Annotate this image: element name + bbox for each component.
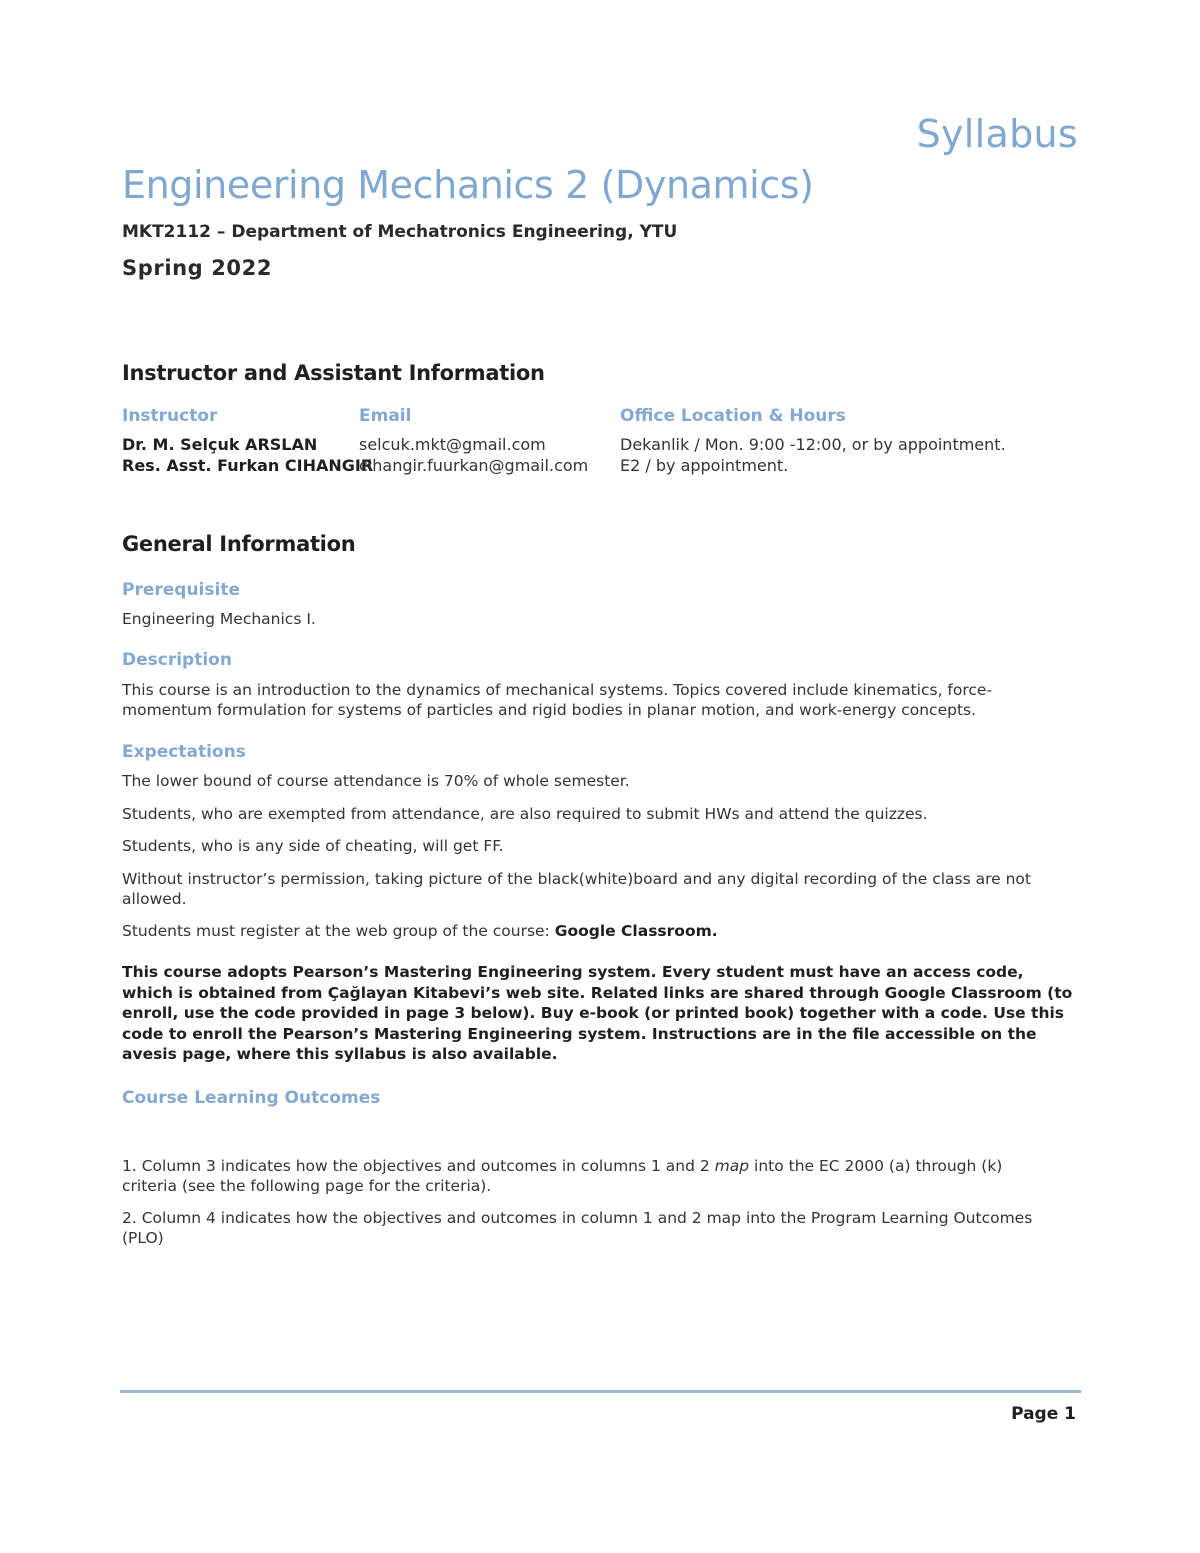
- document-label: Syllabus: [916, 112, 1078, 156]
- outcomes-note-1-italic: map: [714, 1157, 750, 1175]
- page-number: Page 1: [1011, 1404, 1076, 1424]
- pearson-note: This course adopts Pearson’s Mastering Engineering system. Every student must have an access code, which is obtained from Çağlayan Kitabevi’s web site. Related links are shared through Google Classroom (to enroll, use the code provided in page 3 below). Buy e-book (or printed book) together with a code. Use this code to enroll the Pearson’s Mastering Engineering system. Instructions are in the file accessible on the avesis page, where this syllabus is also available.: [122, 963, 1073, 1063]
- instructor-section-heading: Instructor and Assistant Information: [122, 361, 545, 385]
- outcomes-note-1: [122, 1156, 1042, 1196]
- learning-outcomes-heading: Course Learning Outcomes: [122, 1088, 381, 1108]
- expectation-item: Without instructor’s permission, taking picture of the black(white)board and any digital recording of the class are not allowed.: [122, 870, 1031, 908]
- expectation-item: Students, who are exempted from attendance, are also required to submit HWs and attend the quizzes.: [122, 805, 928, 823]
- outcomes-note-1-text: 1. Column 3 indicates how the objectives and outcomes in columns 1 and 2: [122, 1157, 715, 1175]
- google-classroom-link[interactable]: Google Classroom.: [554, 922, 718, 940]
- instructor-column-header: Instructor: [122, 406, 218, 426]
- assistant-name: Res. Asst. Furkan CIHANGIR: [122, 456, 374, 475]
- email-column-header: Email: [359, 406, 412, 426]
- expectation-item: Students, who is any side of cheating, will get FF.: [122, 837, 504, 855]
- office-column-header: Office Location & Hours: [620, 406, 846, 426]
- term-label: Spring 2022: [122, 256, 273, 280]
- assistant-email[interactable]: cihangir.fuurkan@gmail.com: [359, 456, 589, 475]
- expectations-heading: Expectations: [122, 742, 246, 762]
- outcomes-note-2: 2. Column 4 indicates how the objectives and outcomes in column 1 and 2 map into the Program Learning Outcomes (PLO): [122, 1209, 1033, 1247]
- course-code-line: MKT2112 – Department of Mechatronics Engineering, YTU: [122, 222, 678, 242]
- instructor-email[interactable]: selcuk.mkt@gmail.com: [359, 435, 546, 454]
- prerequisite-text: Engineering Mechanics I.: [122, 610, 316, 628]
- description-text: This course is an introduction to the dynamics of mechanical systems. Topics covered include kinematics, force-momentum formulation for systems of particles and rigid bodies in planar motion, and work-energy concepts.: [122, 681, 993, 719]
- footer-divider: [120, 1390, 1081, 1393]
- course-title: Engineering Mechanics 2 (Dynamics): [122, 163, 814, 207]
- general-info-heading: General Information: [122, 532, 356, 556]
- registration-line: [122, 921, 1072, 941]
- prerequisite-heading: Prerequisite: [122, 580, 240, 600]
- instructor-office: Dekanlik / Mon. 9:00 -12:00, or by appointment.: [620, 435, 1006, 454]
- expectation-item: The lower bound of course attendance is 70% of whole semester.: [122, 772, 630, 790]
- outcomes-note-1-rest: into the EC 2000 (a) through (k) criteria (see the following page for the criteria).: [122, 1157, 1003, 1195]
- assistant-office: E2 / by appointment.: [620, 456, 789, 475]
- instructor-name: Dr. M. Selçuk ARSLAN: [122, 435, 318, 454]
- description-heading: Description: [122, 650, 232, 670]
- registration-text: Students must register at the web group of the course:: [122, 922, 555, 940]
